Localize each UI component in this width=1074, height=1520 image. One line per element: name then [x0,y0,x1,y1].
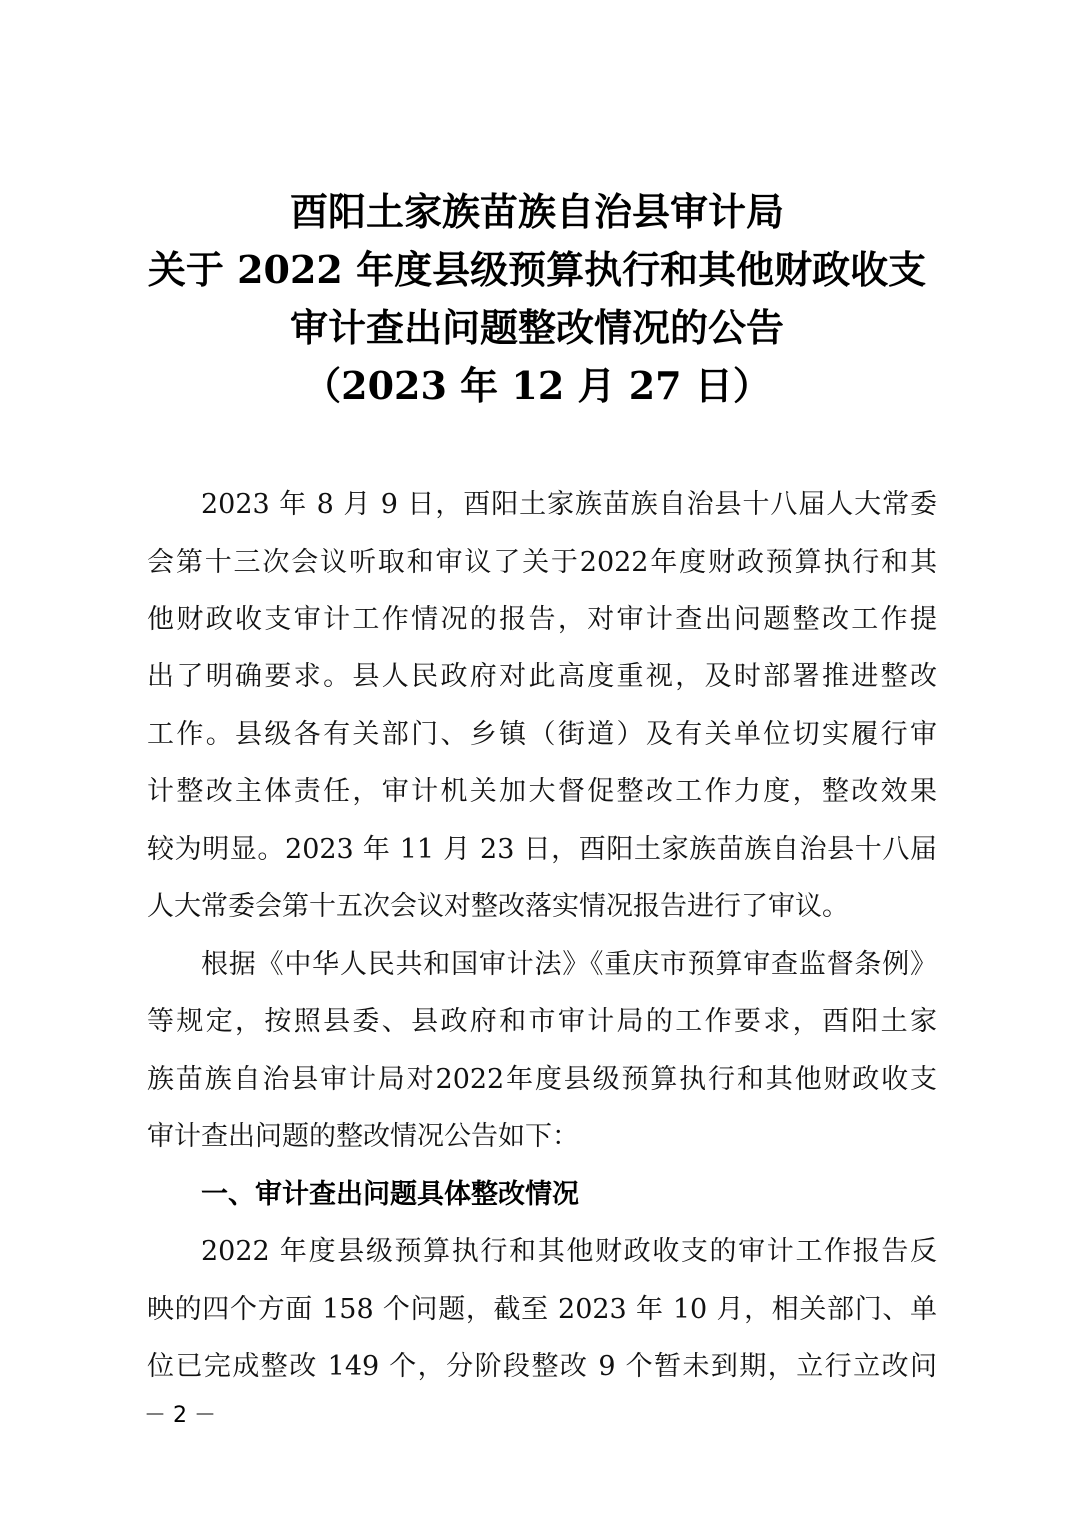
section-heading: 一、审计查出问题具体整改情况 [201,1179,579,1210]
paragraph-1-line-7: 较为明显。2023 年 11 月 23 日，酉阳土家族苗族自治县十八届 [147,834,937,865]
paragraph-3-line-1: 2022 年度县级预算执行和其他财政收支的审计工作报告反 [201,1236,937,1267]
paragraph-2-line-1: 根据《中华人民共和国审计法》《重庆市预算审查监督条例》 [201,949,937,980]
paragraph-2-line-4: 审计查出问题的整改情况公告如下： [147,1121,579,1152]
title-line-1: 酉阳土家族苗族自治县审计局 [289,189,784,234]
paragraph-1-line-1: 2023 年 8 月 9 日，酉阳土家族苗族自治县十八届人大常委 [201,489,937,520]
title-line-2: 关于 2022 年度县级预算执行和其他财政收支 [147,247,927,292]
paragraph-1-line-6: 计整改主体责任，审计机关加大督促整改工作力度，整改效果 [147,776,937,807]
paragraph-1-line-5: 工作。县级各有关部门、乡镇（街道）及有关单位切实履行审 [147,719,937,750]
paragraph-2-line-3: 族苗族自治县审计局对2022年度县级预算执行和其他财政收支 [147,1064,937,1095]
paragraph-1-line-8: 人大常委会第十五次会议对整改落实情况报告进行了审议。 [147,891,849,922]
paragraph-3-line-3: 位已完成整改 149 个，分阶段整改 9 个暂未到期，立行立改问 [147,1351,937,1382]
document-title [0,183,1074,415]
paragraph-1-line-2: 会第十三次会议听取和审议了关于2022年度财政预算执行和其 [147,547,937,578]
page-number: － 2 － [144,1403,216,1428]
title-line-3: 审计查出问题整改情况的公告 [289,305,784,350]
title-date: （2023 年 12 月 27 日） [303,363,771,408]
paragraph-3-line-2: 映的四个方面 158 个问题，截至 2023 年 10 月，相关部门、单 [147,1294,937,1325]
paragraph-2-line-2: 等规定，按照县委、县政府和市审计局的工作要求，酉阳土家 [147,1006,937,1037]
paragraph-1-line-4: 出了明确要求。县人民政府对此高度重视，及时部署推进整改 [147,661,937,692]
paragraph-1-line-3: 他财政收支审计工作情况的报告，对审计查出问题整改工作提 [147,604,937,635]
